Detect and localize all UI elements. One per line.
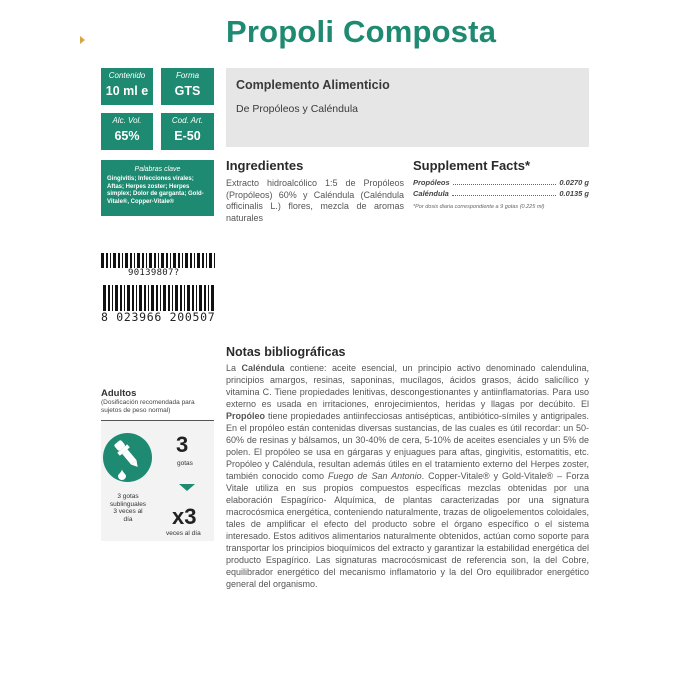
barcode-bar <box>127 285 130 311</box>
barcode-bar <box>144 285 146 311</box>
barcode-bar <box>134 253 135 268</box>
barcode-bar <box>172 285 173 311</box>
drops-count: 3 <box>176 432 189 457</box>
drops-text: 3 gotas sublinguales 3 veces al día <box>109 493 147 523</box>
ingredientes-heading: Ingredientes <box>226 158 304 173</box>
barcode-bar <box>124 285 125 311</box>
times-label: veces al día <box>166 530 201 537</box>
alc-vol-label: Alc. Vol. <box>112 116 142 125</box>
barcode-bar <box>160 285 161 311</box>
barcode-bar <box>137 253 140 268</box>
notas-fragment: La <box>226 363 242 373</box>
notas-heading: Notas bibliográficas <box>226 345 346 359</box>
barcode-bar <box>118 253 120 268</box>
barcode-bar <box>211 285 214 311</box>
barcode-bar <box>142 253 144 268</box>
contenido-label: Contenido <box>108 71 146 80</box>
cod-art-value: E-50 <box>174 129 201 143</box>
complemento-panel <box>226 68 589 147</box>
barcode-bar <box>196 285 197 311</box>
barcode-bar <box>187 285 190 311</box>
barcode-bar <box>149 253 152 268</box>
barcode-bar <box>112 285 113 311</box>
alc-vol-badge <box>101 113 153 150</box>
barcode-bar <box>166 253 168 268</box>
barcode-bar <box>139 285 142 311</box>
complemento-heading: Complemento Alimenticio <box>236 78 390 92</box>
barcode-bar <box>163 285 166 311</box>
barcode-bar <box>113 253 116 268</box>
forma-value: GTS <box>174 84 201 98</box>
barcode-bar <box>190 253 192 268</box>
forma-badge <box>161 68 214 105</box>
barcode-bar <box>103 285 106 311</box>
barcode-bar <box>170 253 171 268</box>
barcode-ean-number: 8 023966 200507 <box>101 310 216 324</box>
drops-count-label: gotas <box>177 460 193 467</box>
supplement-facts-heading: Supplement Facts* <box>413 158 531 173</box>
ingredientes-text: Extracto hidroalcólico 1:5 de Propóleos (Propóleos) 60% y Caléndula (Caléndula officinalis L.) flores, mezcla de aromas naturales <box>226 178 404 223</box>
barcode-bar <box>168 285 170 311</box>
barcode-bar <box>108 285 110 311</box>
barcode-bar <box>151 285 154 311</box>
barcode-bar <box>178 253 180 268</box>
barcode-bar <box>185 253 188 268</box>
barcode-bar <box>146 253 147 268</box>
notas-propoleo-bold: Propóleo <box>226 411 266 421</box>
barcode-bar <box>202 253 204 268</box>
contenido-badge <box>101 68 153 105</box>
barcode-bar <box>132 285 134 311</box>
supplement-row-name: Propóleos <box>413 178 450 187</box>
notas-fuego-italic: Fuego de San Antonio <box>327 471 422 481</box>
notas-fragment: contiene: aceite esencial, un principio activo denominado calendulina, principios amargos, resinas, saponinas, mucílagos, ácidos grasos, ácido salicílico y vitamina C. Tiene propiedades lenitivas, descongestionantes y antiinflamatorias. Para uso externo es usada en irritaciones, enrojecimientos, heridas y llagas por decúbito. El <box>226 363 590 409</box>
barcode-bar <box>199 285 202 311</box>
alc-vol-value: 65% <box>114 129 140 143</box>
barcode-bar <box>115 285 118 311</box>
barcode-bar <box>122 253 123 268</box>
notas-fragment: tiene propiedades antiinfecciosas antisépticas, antibiótico-símiles y antigripales. En el propóleo están contenidas diversas sustancias, de las cuales es útil recordar: un 50-60% de resinas y bálsamos, un 30-40% de cera, 5-10% de aceites esenciales y un 5% de polen. El propóleo se usa en gárgaras y enjuagues para aftas, gingivitis, estomatitis, etc. Propóleo y Caléndula, resultan además útiles en el tratamiento externo del Herpes zoster, también conocido como <box>226 411 589 481</box>
keywords-box <box>101 160 214 216</box>
barcode-bar <box>194 253 195 268</box>
keywords-heading: Palabras clave <box>134 166 181 173</box>
barcode-bar <box>208 285 209 311</box>
supplement-row-value: 0.0270 g <box>559 178 589 187</box>
barcode-bar <box>148 285 149 311</box>
supplement-row-propoleos <box>413 178 589 189</box>
supplement-row-value: 0.0135 g <box>559 189 589 198</box>
supplement-row-calendula <box>413 189 589 200</box>
dosage-info: (Dosificación recomendada para sujetos de peso normal) <box>101 399 195 414</box>
forma-label: Forma <box>175 71 200 80</box>
barcode-bar <box>214 253 215 268</box>
barcode-bar <box>156 285 158 311</box>
barcode-bar <box>130 253 132 268</box>
supplement-facts-table <box>413 178 589 210</box>
barcode-bar <box>184 285 185 311</box>
barcode-bar <box>175 285 178 311</box>
complemento-subtitle: De Propóleos y Caléndula <box>236 103 358 115</box>
bullet-marker-icon <box>80 36 85 44</box>
dosage-heading: Adultos <box>101 388 137 399</box>
dot-leader <box>452 195 557 196</box>
cod-art-badge <box>161 113 214 150</box>
contenido-value: 10 ml e <box>105 84 149 98</box>
dot-leader <box>453 184 557 185</box>
barcode-bar <box>204 285 206 311</box>
times-count: x3 <box>172 504 197 529</box>
notas-calendula-bold: Caléndula <box>241 363 285 373</box>
keywords-text: Gingivitis; Infecciones virales; Aftas; Herpes zoster; Herpes simplex; Dolor de garganta; Gold-Vitale®, Copper-Vitale® <box>107 176 204 205</box>
barcode-bar <box>173 253 176 268</box>
barcode-bar <box>161 253 164 268</box>
supplement-note: *Por dosis diaria correspondiente a 9 gotas (0.225 ml) <box>413 204 545 210</box>
dropper-icon <box>103 433 152 482</box>
barcode-bar <box>101 253 104 268</box>
arrow-down-icon <box>179 484 195 491</box>
barcode-bar <box>209 253 212 268</box>
barcode-internal-number: 90139807? <box>128 268 180 278</box>
product-title: Propoli Composta <box>226 14 497 49</box>
barcode-bar <box>206 253 207 268</box>
barcode-bar <box>120 285 122 311</box>
barcode-bar <box>110 253 111 268</box>
notas-fragment: . Copper-Vitale® y Gold-Vitale® – Forza Vitale utiliza en sus propios compuestos específicas mezclas obtenidas por una elaboración Espagírico- Alquímica, de plantas caracterizadas por una signatura macrocósmica energética, conteniendo naturalmente, trazas de oligoelementos coloidales, tales de amplificar el efecto del producto sobre el órgano específico o el sistema interesado. Estos aditivos alimentarios naturalmente obtenidos, actúan como soporte para transportar los principios bioquímicos del extracto y garantizar la estabilidad energética del producto Espagírico. Las signaturas macrocósmicast de referencia son, la del Cobre, equilibrador energético del mecanismo inflamatorio y la del Oro equilibrador energético general del organismo. <box>226 471 589 589</box>
barcode-bar <box>158 253 159 268</box>
notas-text <box>226 362 589 590</box>
barcode-bar <box>125 253 128 268</box>
barcode-bar <box>154 253 156 268</box>
barcode-bar <box>192 285 194 311</box>
cod-art-label: Cod. Art. <box>171 116 204 125</box>
barcode-bar <box>180 285 182 311</box>
barcode-bar <box>182 253 183 268</box>
barcode-bar <box>136 285 137 311</box>
barcode-bar <box>197 253 200 268</box>
supplement-row-name: Caléndula <box>413 189 449 198</box>
barcode-bar <box>106 253 108 268</box>
